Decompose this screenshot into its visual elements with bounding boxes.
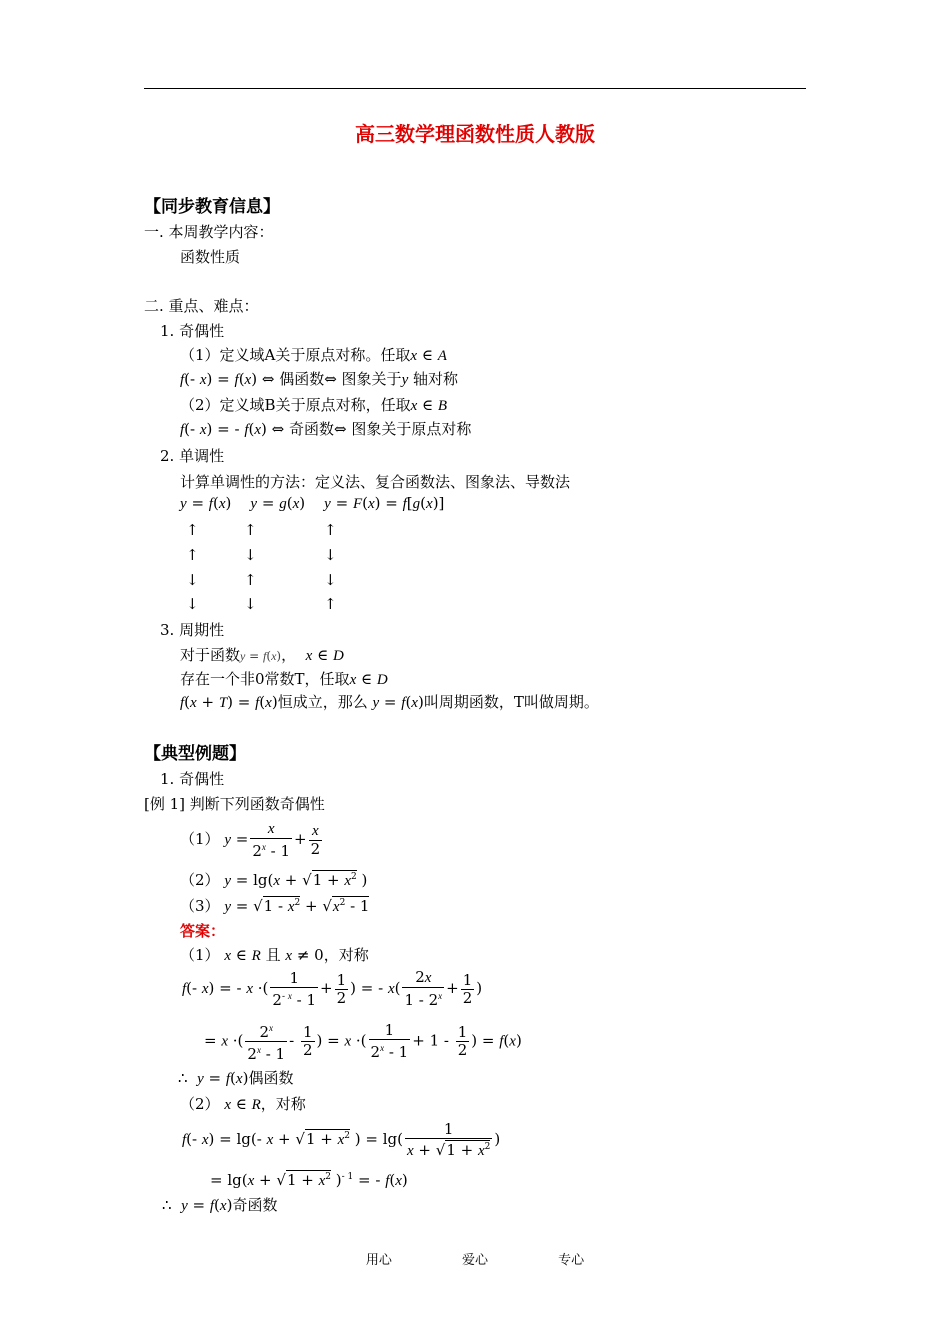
examples-heading: 【典型例题】 (144, 744, 246, 764)
arrow: ↓ (244, 546, 257, 564)
item3-line1: 对于函数y = f(x)， x ∈ D (180, 646, 344, 664)
arrow: ↓ (324, 546, 337, 564)
arrow: ↓ (186, 571, 199, 589)
footer-text: 专心 (558, 1253, 585, 1268)
arrow: ↓ (186, 595, 199, 613)
arrow: ↑ (324, 521, 337, 539)
content-value: 函数性质 (180, 248, 241, 266)
example1-part3: （3） $y = √1 - x^2 + √x^2 - 1$ (180, 897, 370, 915)
composition-formula: y = f(x) y = g(x) y = F(x) = f[g(x)] (180, 494, 445, 512)
page-footer (0, 1249, 950, 1268)
content-label: 一. 本周教学内容： (144, 223, 274, 241)
arrow: ↑ (186, 521, 199, 539)
arrow: ↑ (244, 571, 257, 589)
answer2-step1: f(- x) = lg(- $x + √1 + x^2$ ) = lg( $\frac{1}{x + √1 + x^2}$ ) (182, 1119, 501, 1159)
keypoints-label: 二. 重点、难点： (144, 297, 259, 315)
arrow: ↑ (324, 595, 337, 613)
footer-text: 爱心 (461, 1253, 488, 1268)
item3-line2: 存在一个非0常数T，任取x ∈ D (180, 670, 388, 688)
footer-text: 用心 (365, 1253, 392, 1268)
even-definition: f(- x) = f(x) ⇔ 偶函数⇔ 图象关于y 轴对称 (180, 370, 459, 388)
answer1-domain: （1） x ∈ R 且 x ≠ 0，对称 (180, 946, 369, 964)
odd-definition: f(- x) = - f(x) ⇔ 奇函数⇔ 图象关于原点对称 (180, 420, 472, 438)
examples-item1: 1. 奇偶性 (160, 770, 225, 788)
header-rule (144, 88, 806, 89)
item1-sub1: （1）定义域A关于原点对称。任取x ∈ A (180, 346, 447, 364)
arrow: ↓ (244, 595, 257, 613)
example1-part2: （2） $y = \lg(x + √1 + x^2$ ) (180, 871, 368, 889)
example1-part1: （1） y = $\frac{x}{2^x - 1}$ + $\frac{x}{2}$ (180, 821, 321, 860)
arrow: ↑ (186, 546, 199, 564)
item3-label: 3. 周期性 (160, 621, 225, 639)
item3-line3: f(x + T) = f(x)恒成立，那么 y = f(x)叫周期函数，T叫做周期。 (180, 693, 599, 711)
item2-methods: 计算单调性的方法：定义法、复合函数法、图象法、导数法 (180, 473, 571, 491)
arrow: ↓ (324, 571, 337, 589)
answer1-conclusion: ∴ y = f(x)偶函数 (178, 1069, 294, 1087)
answer2-step2: = $\lg(x + √1 + x^2$ )$^{- 1}$ = - f(x) (210, 1171, 408, 1189)
answer2-conclusion: ∴ y = f(x)奇函数 (162, 1196, 278, 1214)
answer1-step1: f(- x) = - x ·( $\frac{1}{2^{- x} - 1}$ + $\frac{1}{2}$ ) = - x( $\frac{2x}{1 - 2^x}$ + $\frac{1}{2}$ ) (182, 968, 483, 1009)
item1-label: 1. 奇偶性 (160, 322, 225, 340)
arrow: ↑ (244, 521, 257, 539)
answer1-step2: = x ·( $\frac{2^x}{2^x - 1}$ - $\frac{1}{2}$ ) = x ·( $\frac{1}{2^x - 1}$ + 1 - $\frac{1}{2}$ ) = f(x) (204, 1021, 522, 1063)
answer-label: 答案： (180, 922, 226, 940)
sync-heading: 【同步教育信息】 (144, 197, 280, 217)
item1-sub2: （2）定义域B关于原点对称，任取x ∈ B (180, 396, 448, 414)
item2-label: 2. 单调性 (160, 447, 225, 465)
page-title: 高三数学理函数性质人教版 (355, 122, 595, 146)
example1-title: [例 1] 判断下列函数奇偶性 (144, 795, 325, 813)
answer2-domain: （2） x ∈ R，对称 (180, 1095, 306, 1113)
